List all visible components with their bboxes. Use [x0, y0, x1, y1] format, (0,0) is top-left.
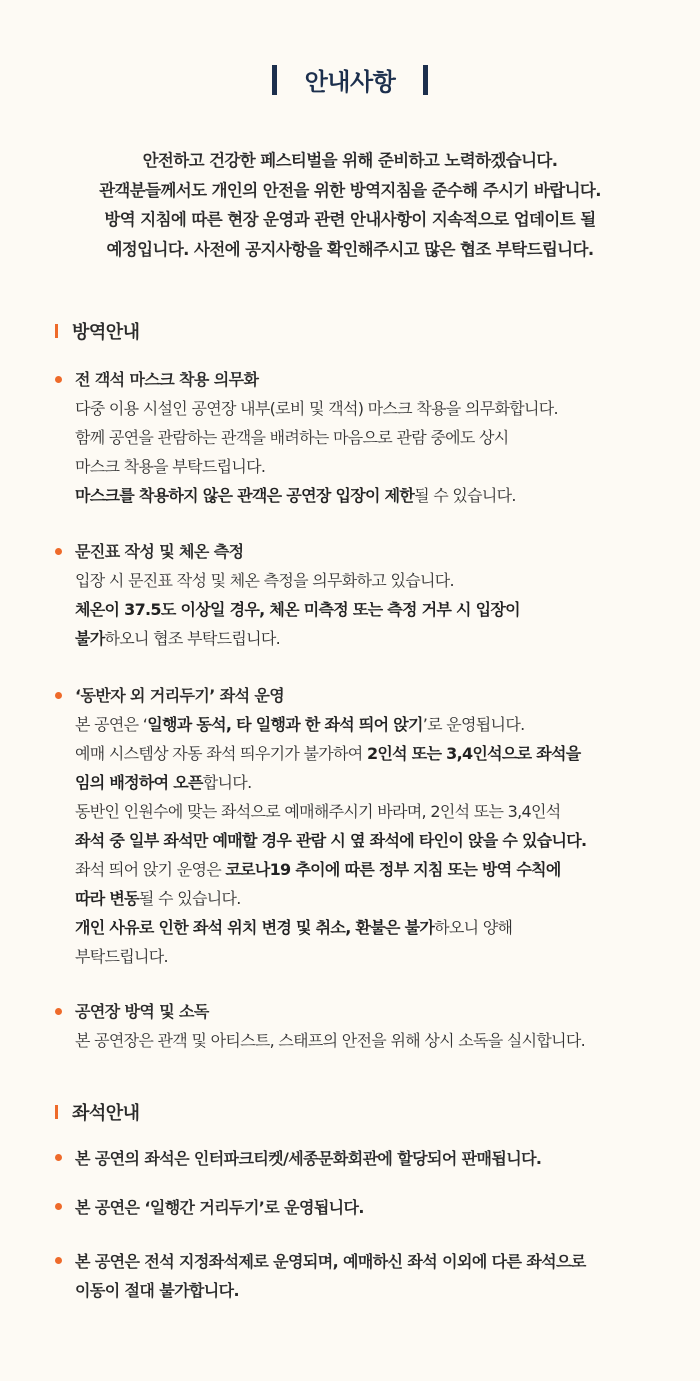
- body-line: [75, 739, 675, 768]
- quarantine-section-title: 방역안내: [72, 322, 140, 343]
- bullet-dot: [55, 376, 62, 383]
- body-line: [75, 423, 675, 452]
- quarantine-item-distancing: [55, 682, 675, 971]
- intro-line: 방역 지침에 따른 현장 운영과 관련 안내사항이 지속적으로 업데이트 될: [104, 210, 596, 229]
- item-title: ‘동반자 외 거리두기’ 좌석 운영: [75, 686, 285, 705]
- body-line: [75, 826, 675, 855]
- body-line: [75, 452, 675, 481]
- body-text: 하오니 양해: [434, 918, 513, 937]
- body-line: [75, 913, 675, 942]
- body-text: 부탁드립니다.: [75, 947, 168, 966]
- seating-text: 본 공연은 전석 지정좌석제로 운영되며, 예매하신 좌석 이외에 다른 좌석으로: [75, 1252, 586, 1271]
- page-title: 안내사항: [304, 68, 396, 96]
- bullet-dot: [55, 1257, 62, 1264]
- bullet-dot: [55, 1154, 62, 1161]
- section-marker: [55, 1105, 58, 1119]
- item-title: 문진표 작성 및 체온 측정: [75, 542, 244, 561]
- body-line: [75, 394, 675, 423]
- bullet-dot: [55, 548, 62, 555]
- emphasis-text: 따라 변동: [75, 889, 139, 908]
- seating-item: [55, 1193, 675, 1222]
- emphasis-text: 코로나19 추이에 따른 정부 지침 또는 방역 수칙에: [225, 860, 561, 879]
- body-line: [75, 481, 675, 510]
- body-line: [75, 768, 675, 797]
- item-title: 공연장 방역 및 소독: [75, 1002, 209, 1021]
- body-text: 합니다.: [202, 773, 252, 792]
- body-text: 마스크 착용을 부탁드립니다.: [75, 457, 266, 476]
- body-line: [75, 624, 675, 653]
- intro-text: [0, 146, 700, 264]
- intro-line: 안전하고 건강한 페스티벌을 위해 준비하고 노력하겠습니다.: [142, 151, 558, 170]
- body-text: 본 공연장은 관객 및 아티스트, 스태프의 안전을 위해 상시 소독을 실시합니다.: [75, 1031, 586, 1050]
- body-line: [75, 855, 675, 884]
- bullet-dot: [55, 1008, 62, 1015]
- intro-line: 관객분들께서도 개인의 안전을 위한 방역지침을 준수해 주시기 바랍니다.: [99, 180, 601, 200]
- body-text: 될 수 있습니다.: [414, 486, 516, 505]
- emphasis-text: 임의 배정하여 오픈: [75, 773, 203, 792]
- body-text: 예매 시스템상 자동 좌석 띄우기가 불가하여: [75, 744, 367, 763]
- body-line: [75, 1026, 675, 1055]
- title-left-bar: [272, 65, 277, 95]
- bullet-dot: [55, 692, 62, 699]
- body-text: 좌석 띄어 앉기 운영은: [75, 860, 226, 879]
- body-line: [75, 797, 675, 826]
- body-text: 본 공연은 ‘: [75, 715, 148, 734]
- seating-item: [55, 1144, 675, 1173]
- body-text: 하오니 협조 부탁드립니다.: [104, 629, 280, 648]
- body-text: 동반인 인원수에 맞는 좌석으로 예매해주시기 바라며, 2인석 또는 3,4인석: [75, 802, 561, 821]
- emphasis-text: 마스크를 착용하지 않은 관객은 공연장 입장이 제한: [75, 486, 415, 505]
- item-title: 전 객석 마스크 착용 의무화: [75, 370, 259, 389]
- body-line: [75, 595, 675, 624]
- body-line: [75, 710, 675, 739]
- body-line: [75, 942, 675, 971]
- quarantine-item-temperature: [55, 538, 675, 653]
- item-body: [75, 566, 675, 653]
- emphasis-text: 2인석 또는 3,4인석으로 좌석을: [366, 744, 581, 763]
- seating-section-title: 좌석안내: [72, 1103, 140, 1124]
- section-marker: [55, 324, 58, 338]
- emphasis-text: 개인 사유로 인한 좌석 위치 변경 및 취소, 환불은 불가: [75, 918, 435, 937]
- item-body: [75, 710, 675, 971]
- quarantine-section-header: [55, 318, 140, 344]
- emphasis-text: 불가: [75, 629, 105, 648]
- body-text: ’로 운영됩니다.: [422, 715, 525, 734]
- emphasis-text: 일행과 동석, 타 일행과 한 좌석 띄어 앉기: [147, 715, 423, 734]
- seating-text: 본 공연은 ‘일행간 거리두기’로 운영됩니다.: [75, 1198, 364, 1217]
- quarantine-item-mask: [55, 366, 675, 510]
- page-header: [0, 62, 700, 97]
- seating-text: 이동이 절대 불가합니다.: [75, 1281, 239, 1300]
- item-body: [75, 394, 675, 510]
- body-text: 다중 이용 시설인 공연장 내부(로비 및 객석) 마스크 착용을 의무화합니다.: [75, 399, 558, 418]
- quarantine-item-disinfection: [55, 998, 675, 1055]
- body-line: [75, 884, 675, 913]
- intro-line: 예정입니다. 사전에 공지사항을 확인해주시고 많은 협조 부탁드립니다.: [106, 239, 594, 259]
- bullet-dot: [55, 1203, 62, 1210]
- body-text: 될 수 있습니다.: [138, 889, 241, 908]
- emphasis-text: 체온이 37.5도 이상일 경우, 체온 미측정 또는 측정 거부 시 입장이: [75, 600, 520, 619]
- title-right-bar: [423, 65, 428, 95]
- item-body: [75, 1026, 675, 1055]
- emphasis-text: 좌석 중 일부 좌석만 예매할 경우 관람 시 옆 좌석에 타인이 앉을 수 있습니다.: [75, 831, 587, 850]
- body-line: [75, 566, 675, 595]
- seating-section-header: [55, 1099, 140, 1125]
- seating-text: 본 공연의 좌석은 인터파크티켓/세종문화회관에 할당되어 판매됩니다.: [75, 1149, 542, 1168]
- body-text: 함께 공연을 관람하는 관객을 배려하는 마음으로 관람 중에도 상시: [75, 428, 509, 447]
- seating-item: [55, 1247, 675, 1305]
- body-text: 입장 시 문진표 작성 및 체온 측정을 의무화하고 있습니다.: [75, 571, 454, 590]
